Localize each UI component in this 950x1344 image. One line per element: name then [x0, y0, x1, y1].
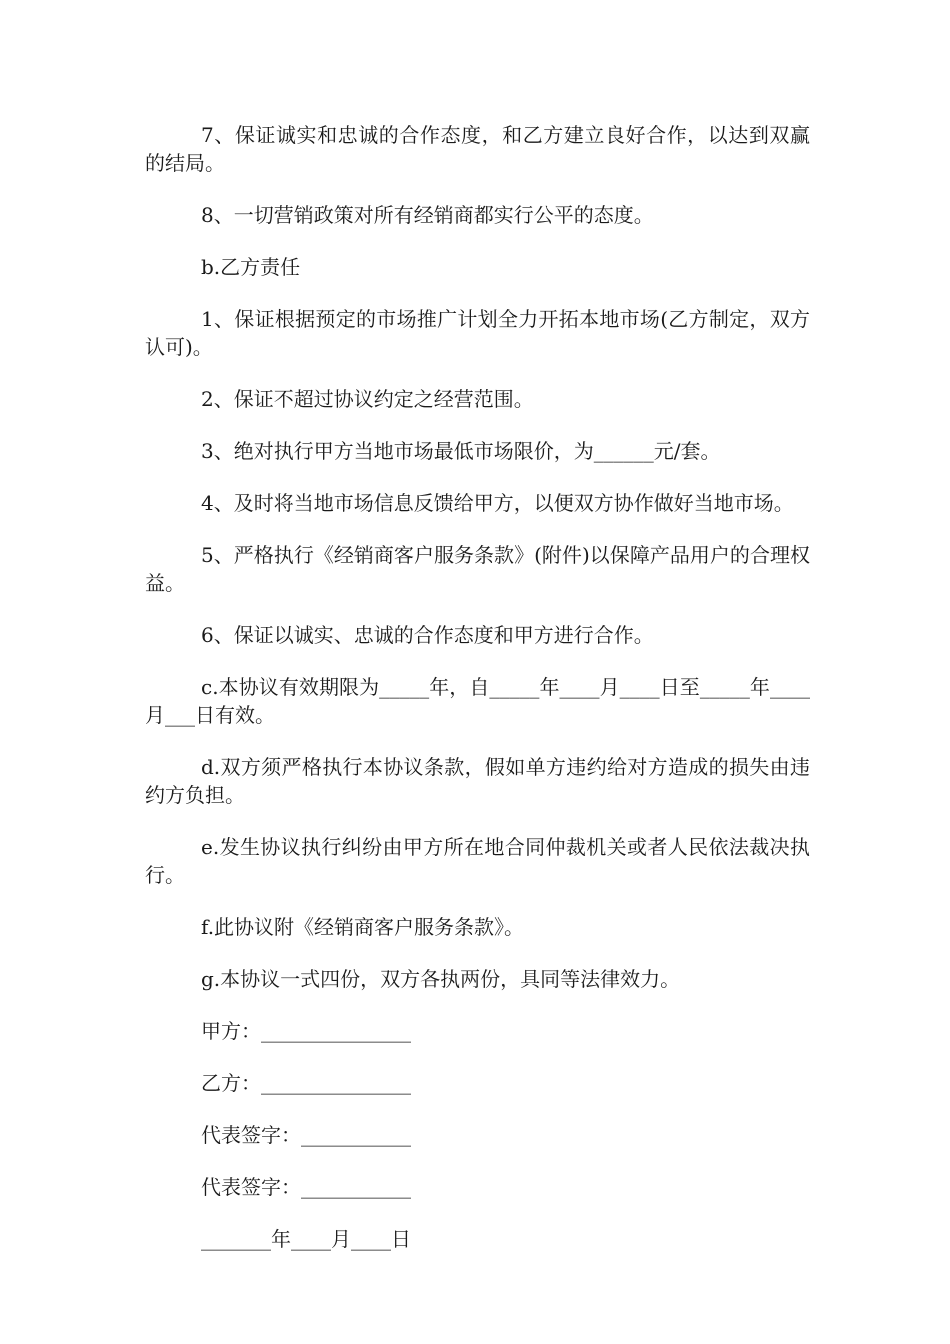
clause-b4: 4、及时将当地市场信息反馈给甲方，以便双方协作做好当地市场。 — [201, 491, 794, 515]
section-heading-party-b: b.乙方责任 — [201, 255, 301, 279]
signature-representative-2: 代表签字：___________ — [201, 1175, 411, 1199]
clause-b6: 6、保证以诚实、忠诚的合作态度和甲方进行合作。 — [201, 623, 654, 647]
clause-g-copies: g.本协议一式四份，双方各执两份，具同等法律效力。 — [201, 967, 681, 991]
clause-b1: 1、保证根据预定的市场推广计划全力开拓本地市场(乙方制定，双方认可)。 — [145, 307, 810, 359]
clause-e-dispute: e.发生协议执行纠纷由甲方所在地合同仲裁机关或者人民依法裁决执行。 — [145, 835, 810, 887]
clause-b5: 5、严格执行《经销商客户服务条款》(附件)以保障产品用户的合理权益。 — [145, 543, 810, 595]
signature-party-a: 甲方：_______________ — [201, 1019, 411, 1043]
signature-representative-1: 代表签字：___________ — [201, 1123, 411, 1147]
clause-b3: 3、绝对执行甲方当地市场最低市场限价，为______元/套。 — [201, 439, 721, 463]
clause-a7: 7、保证诚实和忠诚的合作态度，和乙方建立良好合作，以达到双赢的结局。 — [145, 123, 810, 175]
clause-b2: 2、保证不超过协议约定之经营范围。 — [201, 387, 534, 411]
clause-a8: 8、一切营销政策对所有经销商都实行公平的态度。 — [201, 203, 654, 227]
signature-date: _______年____月____日 — [201, 1227, 411, 1251]
clause-d-breach: d.双方须严格执行本协议条款，假如单方违约给对方造成的损失由违约方负担。 — [145, 755, 810, 807]
document-body — [145, 121, 810, 1277]
clause-f-attachment: f.此协议附《经销商客户服务条款》。 — [201, 915, 525, 939]
signature-party-b: 乙方：_______________ — [201, 1071, 411, 1095]
clause-c-term: c.本协议有效期限为_____年，自_____年____月____日至_____年____月___日有效。 — [145, 675, 810, 727]
